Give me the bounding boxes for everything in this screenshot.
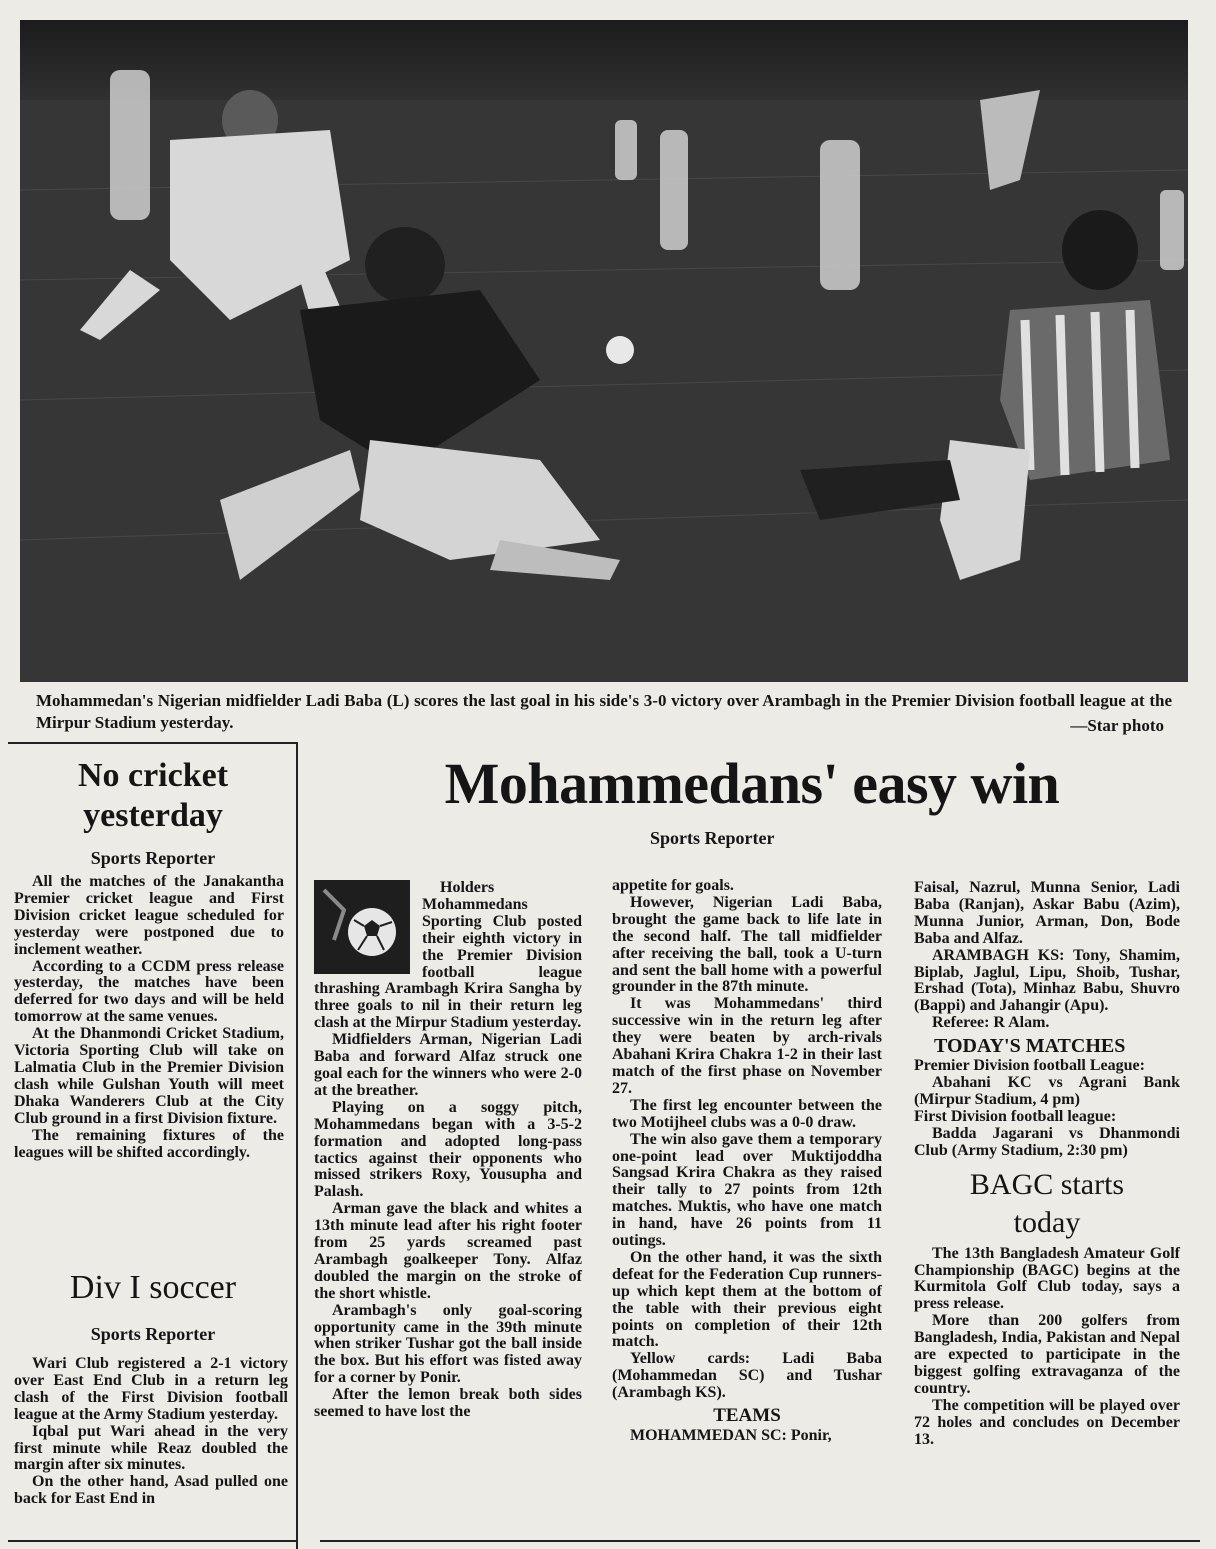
main-paragraph: After the lemon break both sides seemed to have lost the — [314, 1386, 582, 1421]
main-paragraph: Playing on a soggy pitch, Mohammedans began with a 3-5-2 formation and adopted long-pass tactics against their opponents who missed strikers Roxy, Yousupha and Palash. — [314, 1098, 582, 1201]
main-paragraph: Midfielders Arman, Nigerian Ladi Baba and forward Alfaz struck one goal each for the winners who were 2-0 at the breather. — [314, 1031, 582, 1099]
mohammedan-lineup: Faisal, Nazrul, Munna Senior, Ladi Baba (Ranjan), Askar Babu (Azim), Munna Junior, Arman, Don, Bode Baba and Alfaz. — [914, 879, 1180, 947]
arambagh-players: Tony, Shamim, Biplab, Jaglul, Lipu, Shoib, Tushar, Ershad (Tota), Minhaz Babu, Shuvro (Bappi) and Jahangir (Apu). — [914, 946, 1180, 1015]
premier-fixture-head: Premier Division football League: — [914, 1057, 1145, 1075]
divider-bottom — [8, 1540, 298, 1542]
main-paragraph: Holders Mohammedans Sporting Club posted their eighth victory in the Premier Division football league thrashing Arambagh Krira Sangha by three goals to nil in their return leg clash at the Mirpur Stadium yesterday. — [314, 879, 582, 1032]
soccer-headline: Div I soccer — [69, 1269, 237, 1306]
main-paragraph: Arambagh's only goal-scoring opportunity came in the 39th minute when striker Tushar got the ball inside the box. But his effort was fisted away for a corner by Ponir. — [314, 1301, 582, 1387]
cricket-body — [14, 874, 284, 1161]
cricket-paragraph: All the matches of the Janakantha Premier cricket league and First Division cricket league scheduled for yesterday were postponed due to inclement weather. — [14, 873, 284, 958]
referee: Referee: R Alam. — [932, 1014, 1050, 1032]
main-paragraph: Yellow cards: Ladi Baba (Mohammedan SC) and Tushar (Arambagh KS). — [612, 1350, 882, 1402]
premier-fixture: Abahani KC vs Agrani Bank (Mirpur Stadium, 4 pm) — [914, 1074, 1180, 1108]
football-photo-illustration — [20, 20, 1188, 682]
main-paragraph: Arman gave the black and whites a 13th minute lead after his right footer from 25 yards screamed past Arambagh goalkeeper Tony. Alfaz doubled the margin on the stroke of the short whistle. — [314, 1200, 582, 1302]
football-inset-image — [314, 880, 410, 974]
match-photo — [20, 20, 1188, 682]
soccer-body — [14, 1356, 288, 1508]
mohammedan-lineup-start — [612, 1428, 882, 1445]
first-division-fixture: Badda Jagarani vs Dhanmondi Club (Army Stadium, 2:30 pm) — [914, 1124, 1180, 1159]
main-paragraph: The win also gave them a temporary one-point lead over Muktijoddha Sangsad Krira Chakra as they raised their tally to 27 points from 12th matches. Muktis, who have one match in hand, have 26 points from 11 outings. — [612, 1130, 882, 1250]
bagc-headline: BAGC starts today — [969, 1167, 1125, 1239]
todays-matches-heading: TODAY'S MATCHES — [934, 1035, 1126, 1058]
cricket-paragraph: At the Dhanmondi Cricket Stadium, Victoria Sporting Club will take on Lalmatia Club in the Premier Division clash while Gulshan Youth will meet Dhaka Wanderers Club at the City Club ground in a first Division fixture. — [14, 1025, 284, 1127]
main-column-2 — [612, 878, 882, 1445]
main-byline: Sports Reporter — [650, 828, 775, 848]
cricket-paragraph: The remaining fixtures of the leagues will be shifted accordingly. — [14, 1126, 284, 1161]
photo-caption: Mohammedan's Nigerian midfielder Ladi Baba (L) scores the last goal in his side's 3-0 victory over Arambagh in the Premier Division football league at the Mirpur Stadium yesterday. — [36, 691, 1172, 732]
soccer-paragraph: On the other hand, Asad pulled one back for East End in — [14, 1473, 288, 1508]
first-division-fixture-head: First Division football league: — [914, 1107, 1117, 1125]
mohammedan-first-player: Ponir, — [790, 1427, 832, 1445]
soccer-paragraph: Iqbal put Wari ahead in the very first minute while Reaz doubled the margin after six minutes. — [14, 1422, 288, 1474]
cricket-byline: Sports Reporter — [90, 848, 216, 868]
main-column-1 — [314, 880, 582, 1421]
mohammedan-label: MOHAMMEDAN SC: — [630, 1427, 787, 1445]
main-paragraph: On the other hand, it was the sixth defeat for the Federation Cup runners-up which kept them at the bottom of the table with their previous eight points on completion of their 12th match. — [612, 1248, 882, 1351]
arambagh-lineup — [914, 948, 1180, 1016]
soccer-byline: Sports Reporter — [90, 1324, 216, 1344]
teams-heading: TEAMS — [713, 1405, 781, 1427]
photo-credit: —Star photo — [1070, 716, 1164, 735]
bagc-paragraph: More than 200 golfers from Bangladesh, India, Pakistan and Nepal are expected to participate in the biggest golfing extravaganza of the country. — [914, 1312, 1180, 1397]
cricket-paragraph: According to a CCDM press release yesterday, the matches have been deferred for two days and will be held tomorrow at the same venues. — [14, 957, 284, 1026]
soccer-ball-icon — [314, 880, 410, 974]
main-paragraph: It was Mohammedans' third successive win in the return leg after they were beaten by arch-rivals Abahani Krira Chakra 1-2 in their last match of the first phase on November 27. — [612, 995, 882, 1097]
main-paragraph: However, Nigerian Ladi Baba, brought the game back to life late in the second half. The tall midfielder after receiving the ball, took a U-turn and sent the ball home with a powerful grounder in the 87th minute. — [612, 893, 882, 996]
main-column-3 — [914, 880, 1180, 1448]
divider-bottom-main — [320, 1540, 1200, 1542]
soccer-paragraph: Wari Club registered a 2-1 victory over East End Club in a return leg clash of the First Division football league at the Army Stadium yesterday. — [14, 1355, 288, 1423]
bagc-paragraph: The 13th Bangladesh Amateur Golf Championship (BAGC) begins at the Kurmitola Golf Club today, says a press release. — [914, 1244, 1180, 1313]
main-paragraph: appetite for goals. — [612, 877, 734, 894]
cricket-headline: No cricket yesterday — [77, 757, 229, 834]
divider-top-left — [8, 742, 296, 744]
bagc-paragraph: The competition will be played over 72 holes and concludes on December 13. — [914, 1396, 1180, 1448]
arambagh-label: ARAMBAGH KS: — [932, 946, 1065, 964]
main-paragraph: The first leg encounter between the two Motijheel clubs was a 0-0 draw. — [612, 1096, 882, 1131]
main-headline: Mohammedans' easy win — [444, 751, 1060, 816]
